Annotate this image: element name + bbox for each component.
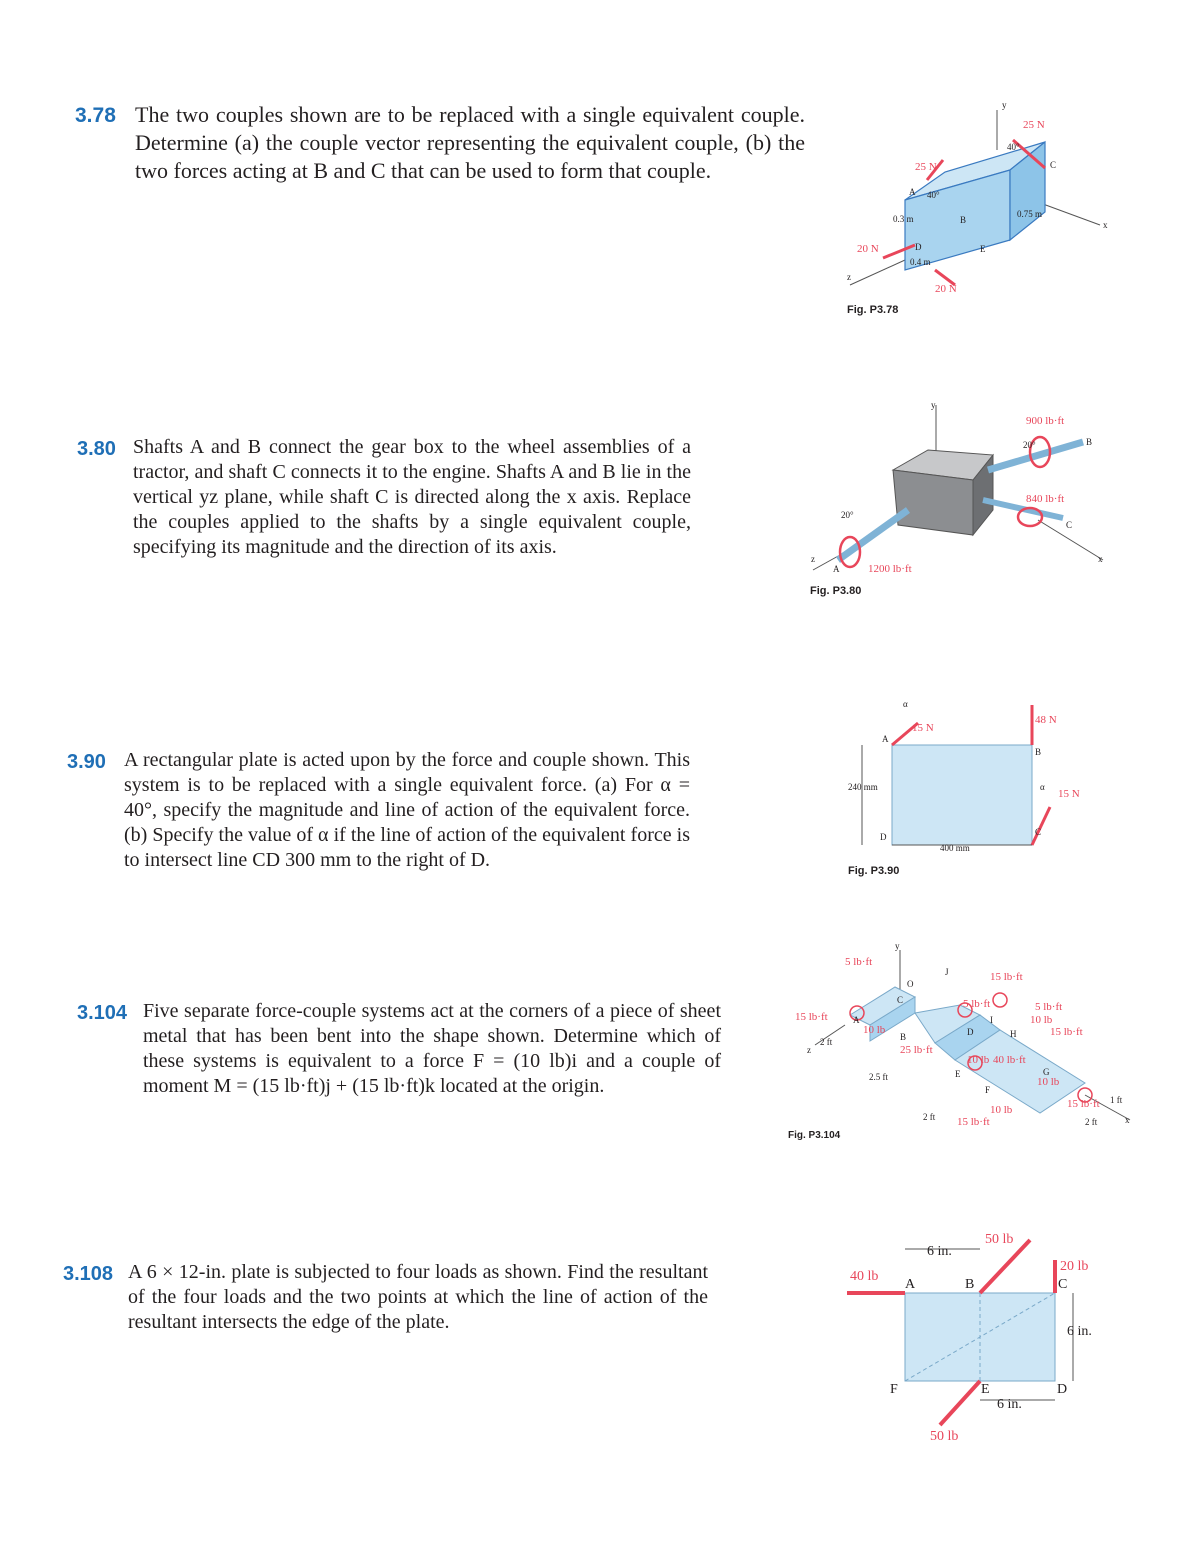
label: E bbox=[955, 1069, 961, 1079]
label: 0.4 m bbox=[910, 257, 931, 267]
label: G bbox=[1043, 1067, 1050, 1077]
label: 40° bbox=[927, 190, 940, 200]
label: 840 lb·ft bbox=[1026, 493, 1065, 505]
label: y bbox=[1002, 100, 1007, 110]
label: B bbox=[1035, 747, 1042, 757]
label: 1200 lb·ft bbox=[868, 563, 912, 575]
label: A bbox=[833, 564, 840, 574]
figure-caption: Fig. P3.78 bbox=[847, 304, 899, 316]
label: 50 lb bbox=[985, 1232, 1014, 1247]
label: 25 N bbox=[915, 161, 937, 173]
label: A bbox=[853, 1015, 860, 1025]
label: 900 lb·ft bbox=[1026, 415, 1065, 427]
figure-p3-80-drawing bbox=[808, 400, 1108, 585]
label: 20 N bbox=[857, 243, 879, 255]
label: 20° bbox=[841, 510, 854, 520]
figure-p3-90-drawing bbox=[830, 695, 1090, 865]
label: y bbox=[895, 941, 900, 951]
figure-caption: Fig. P3.104 bbox=[788, 1130, 841, 1141]
label: J bbox=[945, 967, 949, 977]
figure-p3-104 bbox=[785, 935, 1135, 1140]
label: 15 lb·ft bbox=[1067, 1098, 1100, 1110]
figure-p3-90 bbox=[830, 695, 1090, 885]
label: 15 lb·ft bbox=[990, 971, 1023, 983]
label: E bbox=[980, 244, 986, 254]
label: 15 lb·ft bbox=[1050, 1026, 1083, 1038]
figure-caption: Fig. P3.80 bbox=[810, 585, 862, 597]
label: 48 N bbox=[1035, 714, 1057, 726]
label: x bbox=[1098, 554, 1103, 564]
label: x bbox=[1125, 1115, 1130, 1125]
label: 40 lb bbox=[850, 1269, 879, 1284]
label: 10 lb bbox=[863, 1024, 886, 1036]
label: z bbox=[847, 272, 851, 282]
label: 1 ft bbox=[1110, 1095, 1123, 1105]
problem-number: 3.78 bbox=[75, 104, 116, 127]
label: 400 mm bbox=[940, 843, 970, 853]
label: 0.3 m bbox=[893, 214, 914, 224]
label: 5 lb·ft bbox=[963, 998, 991, 1010]
label: α bbox=[1040, 782, 1045, 792]
figure-p3-108-drawing bbox=[845, 1225, 1110, 1455]
label: F bbox=[890, 1382, 898, 1397]
problem-text: The two couples shown are to be replaced with a single equivalent couple. Determine (a) the couple vector representing the equivalent couple, (b) the two forces acting at B and C that can be used to form that couple. bbox=[135, 102, 805, 183]
figure-caption: Fig. P3.90 bbox=[848, 865, 900, 877]
problem-number: 3.90 bbox=[67, 751, 106, 773]
label: 10 lb bbox=[967, 1054, 990, 1066]
label: 20° bbox=[1023, 440, 1036, 450]
label: 15 lb·ft bbox=[795, 1011, 828, 1023]
label: 10 lb bbox=[1037, 1076, 1060, 1088]
label: 6 in. bbox=[927, 1244, 952, 1259]
label: 6 in. bbox=[1067, 1324, 1092, 1339]
problem-text: Five separate force-couple systems act at the corners of a piece of sheet metal that has been bent into the shape shown. Determine which of these systems is equivalent to a force F = (10 lb)i and a couple of moment M = (15 lb·ft)j + (15 lb·ft)k located at the origin. bbox=[143, 1000, 721, 1097]
label: C bbox=[1035, 827, 1042, 837]
label: 5 lb·ft bbox=[1035, 1001, 1063, 1013]
label: 15 lb·ft bbox=[957, 1116, 990, 1125]
problem-text: Shafts A and B connect the gear box to the wheel assemblies of a tractor, and shaft C connects it to the engine. Shafts A and B lie in the vertical yz plane, while shaft C is directed along the x axis. Replace the couples applied to the shafts by a single equivalent couple, specifying its magnitude and the direction of its axis. bbox=[133, 436, 691, 558]
label: 15 N bbox=[1058, 788, 1080, 800]
label: D bbox=[915, 242, 922, 252]
label: 40° bbox=[1007, 142, 1020, 152]
label: 50 lb bbox=[930, 1429, 959, 1444]
label: 0.75 m bbox=[1017, 209, 1043, 219]
label: y bbox=[931, 400, 936, 410]
label: I bbox=[990, 1015, 993, 1025]
label: 15 N bbox=[912, 722, 934, 734]
figure-p3-108 bbox=[845, 1225, 1110, 1455]
label: α bbox=[903, 699, 908, 709]
problem-number: 3.104 bbox=[77, 1002, 128, 1024]
label: B bbox=[900, 1032, 907, 1042]
label: 240 mm bbox=[848, 782, 878, 792]
label: H bbox=[1010, 1029, 1017, 1039]
label: 2 ft bbox=[923, 1112, 936, 1122]
label: 2 ft bbox=[1085, 1117, 1098, 1125]
label: z bbox=[811, 554, 815, 564]
label: 5 lb·ft bbox=[845, 956, 873, 968]
label: B bbox=[965, 1277, 975, 1292]
label: 6 in. bbox=[997, 1397, 1022, 1412]
label: 2.5 ft bbox=[869, 1072, 888, 1082]
problem-text: A 6 × 12-in. plate is subjected to four loads as shown. Find the resultant of the four loads and the two points at which the line of action of the resultant intersects the edge of the plate. bbox=[128, 1261, 708, 1333]
label: C bbox=[1050, 160, 1057, 170]
label: 25 lb·ft bbox=[900, 1044, 933, 1056]
label: A bbox=[882, 734, 889, 744]
label: A bbox=[905, 1277, 916, 1292]
figure-p3-78-drawing bbox=[845, 100, 1125, 300]
label: O bbox=[907, 979, 914, 989]
label: 10 lb bbox=[1030, 1014, 1053, 1026]
problem-number: 3.108 bbox=[63, 1263, 114, 1285]
label: 20 lb bbox=[1060, 1259, 1089, 1274]
label: C bbox=[1058, 1277, 1068, 1292]
label: A bbox=[909, 187, 916, 197]
problem-number: 3.80 bbox=[77, 438, 116, 460]
label: B bbox=[960, 215, 967, 225]
label: B bbox=[1086, 437, 1093, 447]
label: F bbox=[985, 1085, 991, 1095]
label: z bbox=[807, 1045, 811, 1055]
label: C bbox=[1066, 520, 1073, 530]
figure-p3-78 bbox=[845, 100, 1125, 316]
label: 20 N bbox=[935, 283, 957, 295]
figure-p3-104-drawing bbox=[785, 935, 1135, 1125]
label: D bbox=[967, 1027, 974, 1037]
label: D bbox=[1057, 1382, 1068, 1397]
label: 40 lb·ft bbox=[993, 1054, 1026, 1066]
label: 10 lb bbox=[990, 1104, 1013, 1116]
label: D bbox=[880, 832, 887, 842]
label: 2 ft bbox=[820, 1037, 833, 1047]
label: E bbox=[981, 1382, 990, 1397]
label: 25 N bbox=[1023, 119, 1045, 131]
label: x bbox=[1103, 220, 1108, 230]
label: C bbox=[897, 995, 904, 1005]
problem-text: A rectangular plate is acted upon by the force and couple shown. This system is to be replaced with a single equivalent force. (a) For α = 40°, specify the magnitude and line of action of the equivalent force. (b) Specify the value of α if the line of action of the equivalent force is to intersect line CD 300 mm to the right of D. bbox=[124, 749, 690, 871]
figure-p3-80 bbox=[808, 400, 1108, 610]
